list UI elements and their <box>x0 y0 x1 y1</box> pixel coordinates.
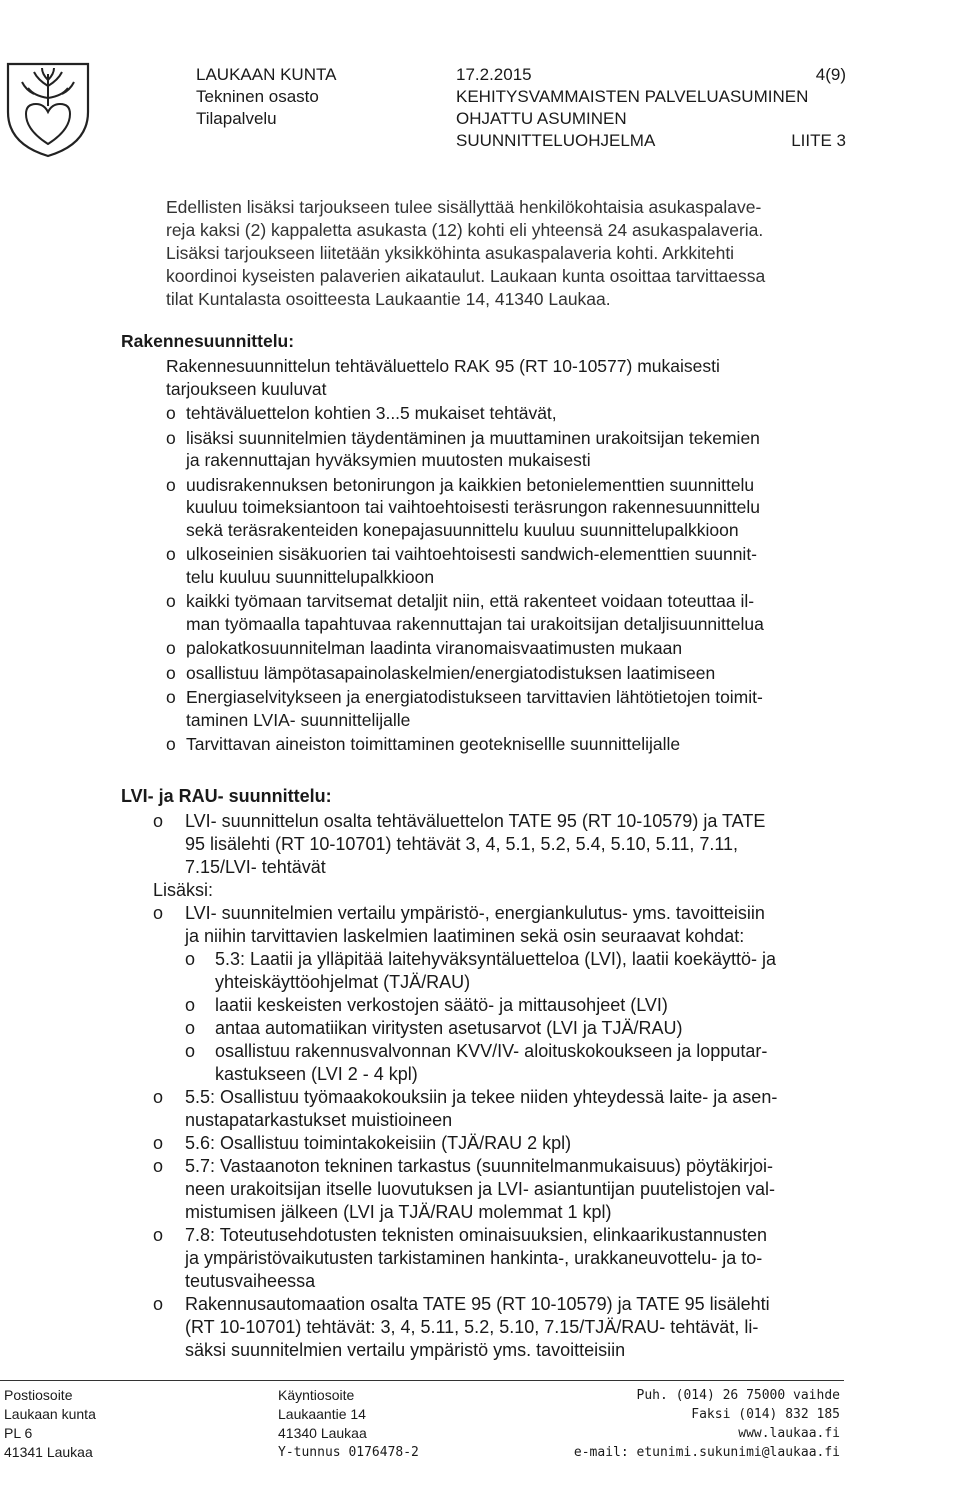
list-item-text: palokatkosuunnitelman laadinta viranomaisvaatimusten mukaan <box>186 638 683 658</box>
rak-intro-line: tarjoukseen kuuluvat <box>166 378 327 399</box>
list-item-text: ulkoseinien sisäkuorien tai vaihtoehtoisesti sandwich-elementtien suunnit- <box>186 544 758 564</box>
footer-label: Postiosoite <box>4 1387 73 1403</box>
footer-divider <box>0 1380 844 1381</box>
list-item-text: laatii keskeisten verkostojen säätö- ja mittausohjeet (LVI) <box>215 995 668 1015</box>
sub-list-item <box>153 1040 768 1086</box>
footer-text: 41341 Laukaa <box>4 1444 93 1460</box>
lisaksi-label: Lisäksi: <box>153 880 214 900</box>
list-item-text: 95 lisälehti (RT 10-10701) tehtävät 3, 4, 5.1, 5.2, 5.4, 5.10, 5.11, 7.11, <box>185 834 739 854</box>
unit: Tilapalvelu <box>196 109 277 128</box>
section-title-lvi-rau: LVI- ja RAU- suunnittelu: <box>121 786 332 806</box>
list-item <box>153 1155 776 1224</box>
footer-text: Laukaan kunta <box>4 1406 96 1422</box>
list-item-text: uudisrakennuksen betonirungon ja kaikkien betonielementtien suunnittelu <box>186 474 755 495</box>
bullet-marker: o <box>166 403 176 423</box>
list-item-text: osallistuu lämpötasapainolaskelmien/energiatodistuksen laatimiseen <box>186 662 716 683</box>
list-item <box>153 1086 778 1132</box>
page-number: 4(9) <box>815 65 846 84</box>
list-item-text: yhteiskäyttöohjelmat (TJÄ/RAU) <box>215 972 471 992</box>
list-item-text: (RT 10-10701) tehtävät: 3, 4, 5.11, 5.2, 5.10, 7.15/TJÄ/RAU- tehtävät, li- <box>185 1317 759 1337</box>
list-item-text: 5.7: Vastaanoton tekninen tarkastus (suunnitelmanmukaisuus) pöytäkirjoi- <box>185 1156 773 1176</box>
footer-phone: Puh. (014) 26 75000 vaihde <box>636 1388 840 1403</box>
bullet-marker: o <box>185 1018 196 1038</box>
list-item <box>153 1224 768 1293</box>
bullet-marker: o <box>185 995 196 1015</box>
footer-email-link[interactable]: e-mail: etunimi.sukunimi@laukaa.fi <box>573 1445 840 1460</box>
bullet-marker: o <box>153 1087 164 1107</box>
list-item-text: 7.15/LVI- tehtävät <box>185 857 326 877</box>
doc-title-2: OHJATTU ASUMINEN <box>456 109 627 128</box>
list-item <box>153 1132 572 1155</box>
intro-line: koordinoi kyseisten palaverien aikataulut. Laukaan kunta osoittaa tarvittaessa <box>166 266 766 286</box>
bullet-marker: o <box>166 544 176 564</box>
bullet-marker: o <box>166 427 176 448</box>
intro-line: Edellisten lisäksi tarjoukseen tulee sisällyttää henkilökohtaisia asukaspalave- <box>166 197 762 217</box>
bullet-marker: o <box>153 1133 164 1153</box>
intro-line: Lisäksi tarjoukseen liitetään yksikköhinta asukaspalaveria kohti. Arkkitehti <box>166 243 735 263</box>
list-item-text: nustapatarkastukset muistioineen <box>185 1110 453 1130</box>
list-item-text: Tarvittavan aineiston toimittaminen geoteknisellle suunnittelijalle <box>186 734 681 754</box>
footer-website-link[interactable]: www.laukaa.fi <box>738 1426 840 1441</box>
list-item-text: neen urakoitsijan itselle luovutuksen ja LVI- asiantuntijan puutelistojen val- <box>185 1179 776 1199</box>
bullet-marker: o <box>166 734 176 754</box>
bullet-marker: o <box>153 1225 164 1245</box>
list-item <box>153 1293 770 1362</box>
bullet-marker: o <box>166 638 176 658</box>
footer-visiting-address <box>278 1386 419 1462</box>
footer-text: 41340 Laukaa <box>278 1425 367 1441</box>
rak-intro-line: Rakennesuunnittelun tehtäväluettelo RAK 95 (RT 10-10577) mukaisesti <box>166 356 720 376</box>
bullet-marker: o <box>166 662 176 683</box>
bullet-marker: o <box>153 903 164 923</box>
list-item-text: 5.6: Osallistuu toimintakokeisiin (TJÄ/RAU 2 kpl) <box>185 1133 572 1153</box>
org-name: LAUKAAN KUNTA <box>196 65 337 84</box>
list-item-text: 5.3: Laatii ja ylläpitää laitehyväksyntäluetteloa (LVI), laatii koekäyttö- ja <box>215 949 776 969</box>
footer-text: PL 6 <box>4 1425 33 1441</box>
list-item-text: ja niihin tarvittavien laskelmien laatiminen sekä osin seuraavat kohdat: <box>185 926 745 946</box>
list-item-text: teutusvaiheessa <box>185 1271 316 1291</box>
list-item-text: lisäksi suunnitelmien täydentäminen ja muuttaminen urakoitsijan tekemien <box>186 427 760 448</box>
intro-paragraph <box>166 196 765 311</box>
footer-label: Käyntiosoite <box>278 1387 355 1403</box>
sub-list-item <box>153 1017 683 1040</box>
sub-list-item <box>153 948 776 994</box>
list-item <box>153 810 766 879</box>
list-item-text: tehtäväluettelon kohtien 3...5 mukaiset tehtävät, <box>186 403 557 423</box>
list-item-text: kastukseen (LVI 2 - 4 kpl) <box>215 1064 418 1084</box>
rak-section-body <box>166 355 720 400</box>
list-item-text: ja ympäristövaikutusten tarkistaminen hankinta-, urakkaneuvottelu- ja to- <box>185 1248 763 1268</box>
laukaa-coat-of-arms-logo <box>4 60 92 158</box>
intro-line: reja kaksi (2) kappaletta asukasta (12) kohti eli yhteensä 24 asukaspalaveria. <box>166 220 764 240</box>
list-item-text: ja rakennuttajan hyväksymien muutosten mukaisesti <box>186 450 591 470</box>
doc-title-3: SUUNNITTELUOHJELMA <box>456 131 656 150</box>
bullet-marker: o <box>153 811 164 831</box>
intro-line: tilat Kuntalasta osoitteesta Laukaantie 14, 41340 Laukaa. <box>166 289 611 309</box>
list-item-text: 7.8: Toteutusehdotusten teknisten ominaisuuksien, elinkaarikustannusten <box>185 1225 768 1245</box>
list-item-text: osallistuu rakennusvalvonnan KVV/IV- aloituskokoukseen ja lopputar- <box>215 1041 768 1061</box>
list-item-text: Energiaselvitykseen ja energiatodistukseen tarvittavien lähtötietojen toimit- <box>186 687 763 707</box>
bullet-marker: o <box>153 1156 164 1176</box>
sub-list-item <box>153 994 668 1017</box>
list-item-text: säksi suunnitelmien vertailu ympäristö yms. tavoitteisiin <box>185 1340 626 1360</box>
lvi-section-body <box>153 810 778 1362</box>
list-item-text: kaikki työmaan tarvitsemat detaljit niin, että rakenteet voidaan toteuttaa il- <box>186 591 755 611</box>
bullet-marker: o <box>185 1041 196 1061</box>
footer-text: Laukaantie 14 <box>278 1406 366 1422</box>
footer-contact <box>560 1386 840 1462</box>
bullet-marker: o <box>166 591 176 611</box>
bullet-marker: o <box>166 687 176 707</box>
list-item-text: antaa automatiikan viritysten asetusarvot (LVI ja TJÄ/RAU) <box>215 1018 683 1038</box>
footer-business-id: Y-tunnus 0176478-2 <box>278 1445 419 1460</box>
list-item-text: kuuluu toimeksiantoon tai vaihtoehtoisesti teräsrungon rakennesuunnittelu <box>186 497 760 517</box>
list-item <box>153 902 765 948</box>
list-item-text: man työmaalla tapahtuvaa rakennuttajan tai urakoitsijan detaljisuunnittelua <box>186 613 764 634</box>
footer-fax: Faksi (014) 832 185 <box>691 1407 840 1422</box>
list-item-text: LVI- suunnittelun osalta tehtäväluettelon TATE 95 (RT 10-10579) ja TATE <box>185 811 766 831</box>
bullet-marker: o <box>153 1294 164 1314</box>
list-item-text: LVI- suunnitelmien vertailu ympäristö-, energiankulutus- yms. tavoitteisiin <box>185 903 765 923</box>
bullet-marker: o <box>166 474 176 495</box>
department: Tekninen osasto <box>196 87 319 106</box>
footer-postal-address <box>4 1386 96 1462</box>
list-item-text: 5.5: Osallistuu työmaakokouksiin ja tekee niiden yhteydessä laite- ja asen- <box>185 1087 778 1107</box>
attachment-label: LIITE 3 <box>791 131 846 150</box>
list-item-text: Rakennusautomaation osalta TATE 95 (RT 10-10579) ja TATE 95 lisälehti <box>185 1294 770 1314</box>
list-item-text: mistumisen jälkeen (LVI ja TJÄ/RAU molemmat 1 kpl) <box>185 1202 612 1222</box>
list-item-text: taminen LVIA- suunnittelijalle <box>186 709 411 730</box>
doc-title-1: KEHITYSVAMMAISTEN PALVELUASUMINEN <box>456 87 809 106</box>
document-date: 17.2.2015 <box>456 65 532 84</box>
list-item-text: sekä teräsrakenteiden konepajasuunnittelu kuuluu suunnittelupalkkioon <box>186 519 739 540</box>
list-item-text: telu kuuluu suunnittelupalkkioon <box>186 566 435 587</box>
bullet-marker: o <box>185 949 196 969</box>
section-title-rakennesuunnittelu: Rakennesuunnittelu: <box>121 331 295 351</box>
